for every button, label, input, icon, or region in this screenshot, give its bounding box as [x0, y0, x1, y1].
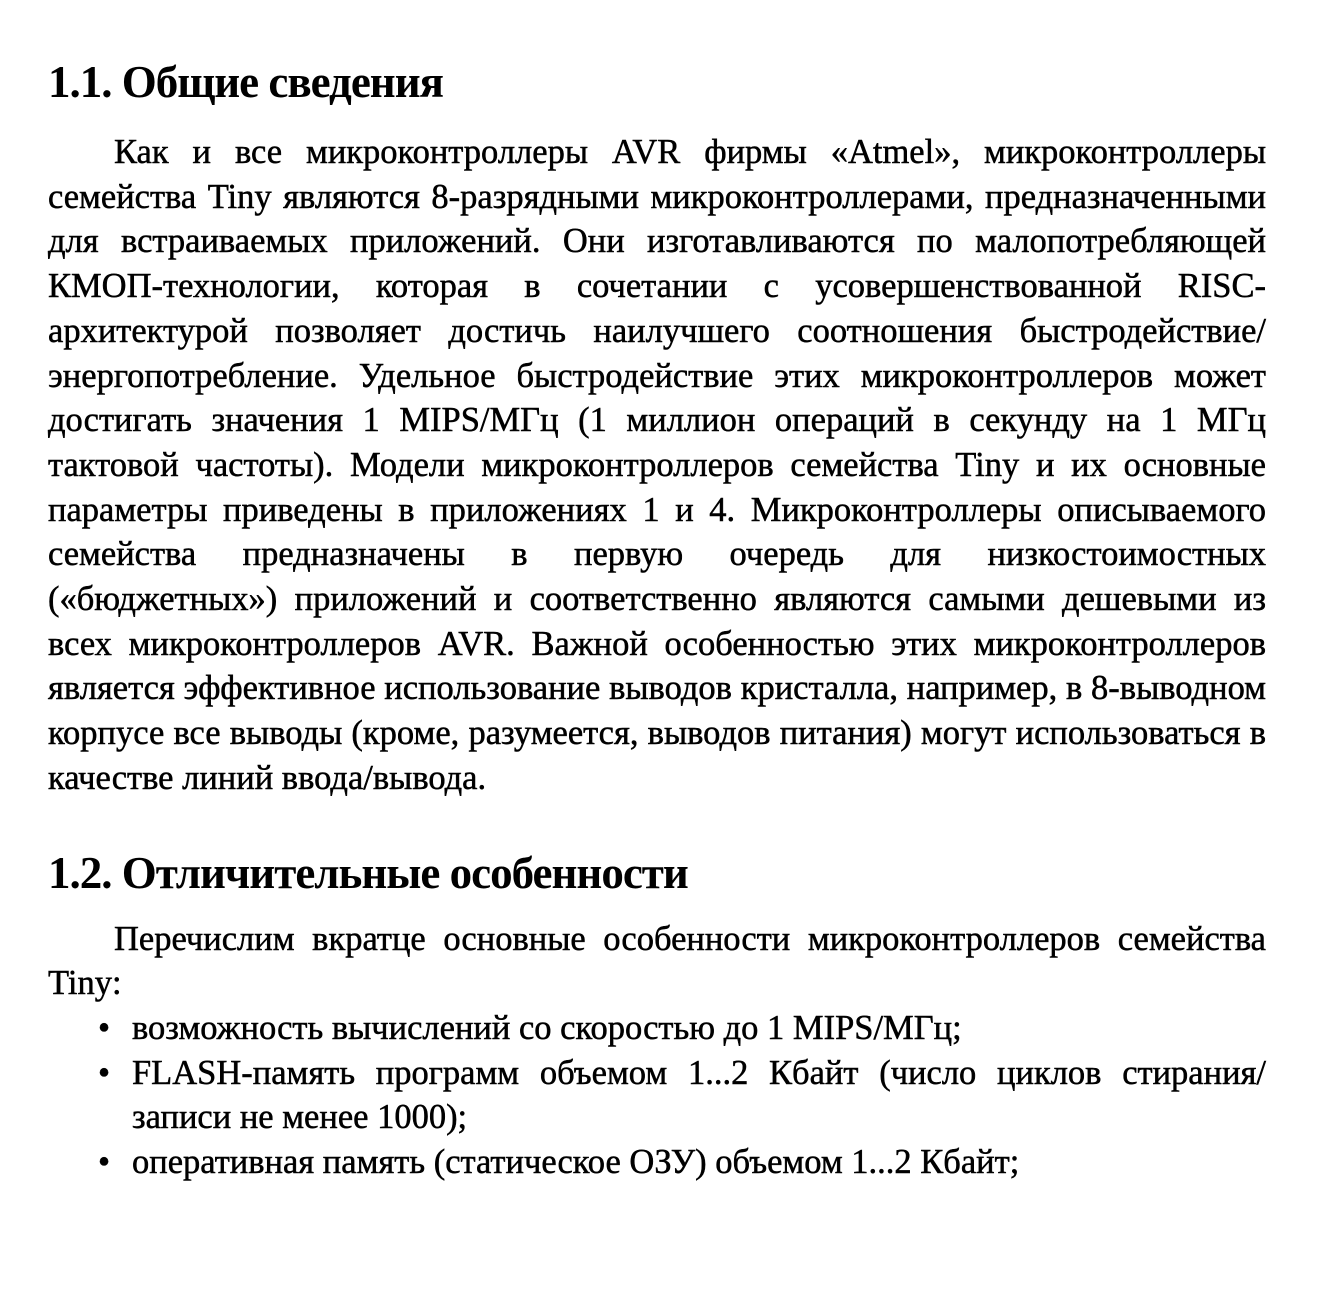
list-item-text: оперативная память (статическое ОЗУ) объемом 1...2 Кбайт;	[132, 1143, 1020, 1182]
bullet-icon: •	[98, 1053, 111, 1092]
list-item-text: FLASH-память программ объемом 1...2 Кбайт (число циклов стирания/записи не менее 1000);	[132, 1053, 1266, 1137]
list-item-text: возможность вычислений со скоростью до 1 MIPS/МГц;	[132, 1008, 962, 1047]
section-paragraph-general-info: Как и все микроконтроллеры AVR фирмы «Atmel», микроконтроллеры семейства Tiny являются 8-разрядными микроконтроллерами, предназначенными для встраиваемых приложений. Они изготавливаются по малопотребляющей КМОП-технологии, которая в сочетании с усовершенствованной RISC-архитектурой позволяет достичь наилучшего соотношения быстродействие/энергопотребление. Удельное быстродействие этих микроконтроллеров может достигать значения 1 MIPS/МГц (1 миллион операций в секунду на 1 МГц тактовой частоты). Модели микроконтроллеров семейства Tiny и их основные параметры приведены в приложениях 1 и 4. Микроконтроллеры описываемого семейства предназначены в первую очередь для низкостоимостных («бюджетных») приложений и соответственно являются самыми дешевыми из всех микроконтроллеров AVR. Важной особенностью этих микроконтроллеров является эффективное использование выводов кристалла, например, в 8-выводном корпусе все выводы (кроме, разумеется, выводов питания) могут использоваться в качестве линий ввода/вывода.	[48, 133, 1266, 797]
section-paragraph-features-intro: Перечислим вкратце основные особенности микроконтроллеров семейства Tiny:	[48, 919, 1266, 1003]
section-heading-general-info: 1.1. Общие сведения	[48, 57, 443, 107]
list-item	[98, 1140, 1266, 1185]
list-item	[98, 1051, 1266, 1140]
bullet-icon: •	[98, 1008, 111, 1047]
document-page	[48, 50, 1266, 1185]
list-item	[98, 1006, 1266, 1051]
section-heading-features: 1.2. Отличительные особенности	[48, 847, 688, 898]
bullet-icon: •	[98, 1143, 111, 1182]
feature-list	[48, 1006, 1266, 1185]
